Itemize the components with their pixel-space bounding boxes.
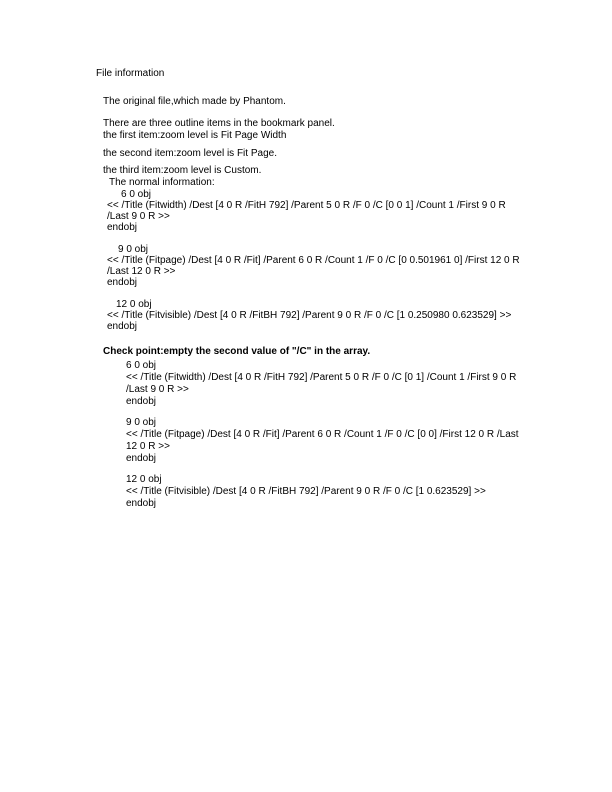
outline-item-second: the second item:zoom level is Fit Page. [103, 148, 277, 159]
intro-text: The original file,which made by Phantom. [103, 96, 286, 107]
check-obj-9-dict-line2: 12 0 R >> [126, 441, 170, 452]
normal-obj-9-dict-line1: << /Title (Fitpage) /Dest [4 0 R /Fit] /Parent 6 0 R /Count 1 /F 0 /C [0 0.501961 0] /First 12 0 R [107, 255, 520, 266]
check-obj-9-header: 9 0 obj [126, 417, 157, 428]
page-title: File information [96, 68, 165, 79]
check-obj-6-dict-line1: << /Title (Fitwidth) /Dest [4 0 R /FitH 792] /Parent 5 0 R /F 0 /C [0 1] /Count 1 /First 9 0 R [126, 372, 517, 383]
check-obj-9-dict-line1: << /Title (Fitpage) /Dest [4 0 R /Fit] /Parent 6 0 R /Count 1 /F 0 /C [0 0] /First 12 0 R /Last [126, 429, 519, 440]
normal-obj-9-end: endobj [107, 277, 138, 288]
check-obj-12-header: 12 0 obj [126, 474, 162, 485]
normal-obj-6-dict-line1: << /Title (Fitwidth) /Dest [4 0 R /FitH 792] /Parent 5 0 R /F 0 /C [0 0 1] /Count 1 /First 9 0 R [107, 200, 506, 211]
normal-obj-6-header: 6 0 obj [121, 189, 152, 200]
outline-intro-text: There are three outline items in the bookmark panel. [103, 118, 335, 129]
check-obj-6-end: endobj [126, 396, 157, 407]
normal-obj-12-end: endobj [107, 321, 138, 332]
normal-obj-9-dict-line2: /Last 12 0 R >> [107, 266, 176, 277]
normal-information-label: The normal information: [109, 177, 215, 188]
check-obj-6-dict-line2: /Last 9 0 R >> [126, 384, 189, 395]
outline-item-third: the third item:zoom level is Custom. [103, 165, 262, 176]
check-point-heading: Check point:empty the second value of "/C" in the array. [103, 346, 371, 357]
normal-obj-12-header: 12 0 obj [116, 299, 152, 310]
outline-item-first: the first item:zoom level is Fit Page Width [103, 130, 287, 141]
check-obj-6-header: 6 0 obj [126, 360, 157, 371]
normal-obj-6-end: endobj [107, 222, 138, 233]
normal-obj-6-dict-line2: /Last 9 0 R >> [107, 211, 170, 222]
check-obj-12-dict-line1: << /Title (Fitvisible) /Dest [4 0 R /FitBH 792] /Parent 9 0 R /F 0 /C [1 0.623529] >> [126, 486, 486, 497]
normal-obj-12-dict-line1: << /Title (Fitvisible) /Dest [4 0 R /FitBH 792] /Parent 9 0 R /F 0 /C [1 0.250980 0.623529] >> [107, 310, 512, 321]
normal-obj-9-header: 9 0 obj [118, 244, 149, 255]
check-obj-9-end: endobj [126, 453, 157, 464]
check-obj-12-end: endobj [126, 498, 157, 509]
